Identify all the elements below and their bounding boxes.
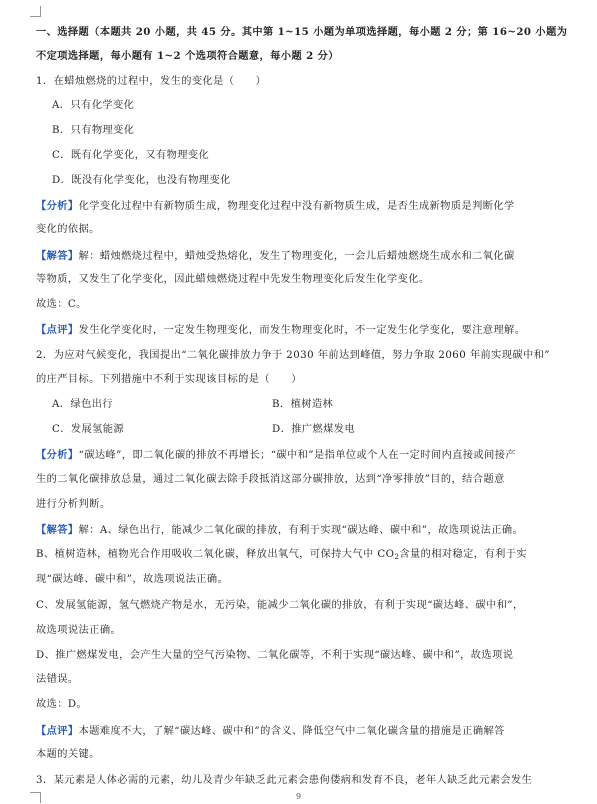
question-2-analysis-line-1 — [36, 448, 516, 463]
comment-tag: 【点评】 — [36, 725, 79, 737]
solution-b-text-end: 含量的相对稳定，有利于实 — [399, 549, 527, 560]
question-1-stem: 1．在蜡烛燃烧的过程中，发生的变化是（ ） — [36, 76, 267, 87]
solution-tag: 【解答】 — [36, 524, 79, 536]
solution-b-text: B、植树造林，植物光合作用吸收二氧化碳，释放出氧气，可保持大气中 CO — [36, 549, 395, 560]
section-heading-line-2: 不定项选择题，每小题有 1~2 个选项符合题意，每小题 2 分） — [36, 50, 339, 62]
comment-tag: 【点评】 — [36, 324, 79, 336]
question-1-answer: 故选：C。 — [36, 299, 87, 310]
question-2-option-b: B．植树造林 — [272, 399, 334, 410]
question-2-solution-line-5: 故选项说法正确。 — [36, 625, 122, 636]
question-2-solution-line-2 — [36, 548, 527, 564]
co2-subscript: 2 — [394, 553, 400, 561]
question-1-solution-line-2: 等物质，又发生了化学变化，因此蜡烛燃烧过程中先发生物理变化后发生化学变化。 — [36, 274, 430, 285]
section-heading-line-1: 一、选择题（本题共 20 小题，共 45 分。其中第 1~15 小题为单项选择题，每小题 2 分；第 16~20 小题为 — [36, 26, 568, 38]
question-2-stem-line-2: 的庄严目标。下列措施中不利于实现该目标的是（ ） — [36, 374, 302, 385]
analysis-text: “碳达峰”，即二氧化碳的排放不再增长；“碳中和”是指单位或个人在一定时间内直接或间接产 — [78, 450, 517, 461]
question-2-option-c: C．发展氢能源 — [52, 424, 125, 435]
question-2-option-a: A．绿色出行 — [52, 399, 113, 410]
analysis-text: 化学变化过程中有新物质生成，物理变化过程中没有新物质生成，是否生成新物质是判断化学 — [78, 201, 515, 212]
question-2-solution-line-1 — [36, 523, 523, 538]
question-1-option-b: B．只有物理变化 — [52, 125, 135, 136]
question-2-solution-line-3: 现“碳达峰、碳中和”，故选项说法正确。 — [36, 574, 229, 585]
question-1-option-d: D．既没有化学变化，也没有物理变化 — [52, 175, 231, 186]
analysis-tag: 【分析】 — [36, 200, 79, 212]
question-1-analysis-line-2: 变化的依据。 — [36, 224, 100, 235]
question-1-analysis-line-1 — [36, 199, 515, 214]
comment-text: 发生化学变化时，一定发生物理变化，而发生物理变化时，不一定发生化学变化，要注意理解。 — [78, 325, 526, 336]
question-2-analysis-line-3: 进行分析判断。 — [36, 499, 111, 510]
question-1-option-a: A．只有化学变化 — [52, 100, 135, 111]
solution-text: 解：A、绿色出行，能减少二氧化碳的排放，有利于实现“碳达峰、碳中和”，故选项说法正确。 — [78, 525, 524, 536]
question-1-option-c: C．既有化学变化，又有物理变化 — [52, 150, 210, 161]
solution-tag: 【解答】 — [36, 250, 79, 262]
question-2-solution-line-7: 法错误。 — [36, 674, 79, 685]
question-2-analysis-line-2: 生的二氧化碳排放总量，通过二氧化碳去除手段抵消这部分碳排放，达到“净零排放”目的，结合题意 — [36, 474, 505, 485]
analysis-tag: 【分析】 — [36, 449, 79, 461]
comment-text: 本题难度不大，了解“碳达峰、碳中和”的含义、降低空气中二氧化碳含量的措施是正确解答 — [78, 726, 505, 737]
question-2-answer: 故选：D。 — [36, 699, 88, 710]
question-2-comment-line-1 — [36, 724, 505, 739]
question-2-solution-line-6: D、推广燃煤发电，会产生大量的空气污染物、二氧化碳等，不利于实现“碳达峰、碳中和”，故选项说 — [36, 650, 514, 661]
page-number: 9 — [295, 792, 302, 801]
corner-mark-top — [30, 6, 41, 17]
question-1-solution-line-1 — [36, 249, 515, 264]
question-1-comment — [36, 323, 525, 338]
question-3-stem: 3．某元素是人体必需的元素，幼儿及青少年缺乏此元素会患佝偻病和发育不良，老年人缺乏此元素会发生 — [36, 775, 533, 786]
question-2-option-d: D．推广燃煤发电 — [272, 424, 356, 435]
solution-text: 解：蜡烛燃烧过程中，蜡烛受热熔化，发生了物理变化，一会儿后蜡烛燃烧生成水和二氧化碳 — [78, 251, 515, 262]
question-2-solution-line-4: C、发展氢能源，氢气燃烧产物是水，无污染，能减少二氧化碳的排放，有利于实现“碳达峰、碳中和”， — [36, 600, 524, 611]
question-2-comment-line-2: 本题的关键。 — [36, 749, 100, 760]
question-2-stem-line-1: 2．为应对气候变化，我国提出“二氧化碳排放力争于 2030 年前达到峰值，努力争取 2060 年前实现碳中和” — [36, 350, 550, 361]
